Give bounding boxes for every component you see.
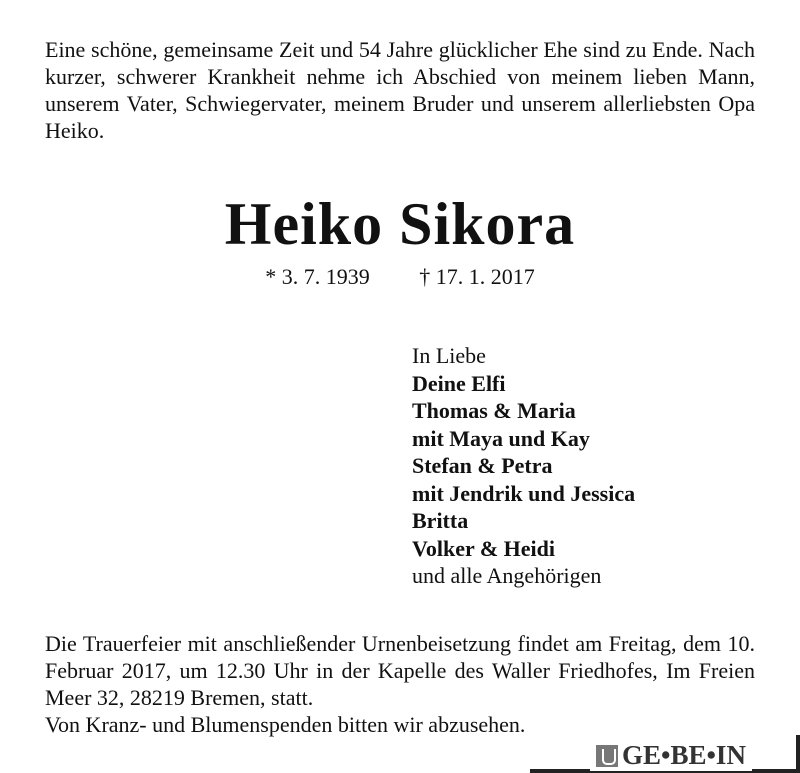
family-member: Volker & Heidi — [412, 535, 556, 561]
family-member: Thomas & Maria — [412, 398, 576, 423]
family-member: Stefan & Petra — [412, 453, 553, 478]
service-note: Von Kranz- und Blumenspenden bitten wir abzusehen. — [45, 712, 526, 737]
deceased-name: Heiko Sikora — [224, 191, 576, 257]
family-member: mit Jendrik und Jessica — [412, 480, 636, 506]
family-member: Britta — [412, 508, 469, 533]
family-member: mit Maya und Kay — [412, 425, 590, 451]
signature-opening: In Liebe — [412, 343, 486, 368]
signature-closing: und alle Angehörigen — [412, 563, 602, 588]
life-dates — [0, 264, 800, 290]
service-text: Die Trauerfeier mit anschließender Urnenbeisetzung findet am Freitag, dem 10. Februar 2017, um 12.30 Uhr in der Kapelle des Waller Friedhofes, Im Freien Meer 32, 28219 Bremen, statt. — [45, 631, 755, 710]
intro-text: Eine schöne, gemeinsame Zeit und 54 Jahre glücklicher Ehe sind zu Ende. Nach kurzer, schwerer Krankheit nehme ich Abschied von meinem lieben Mann, unserem Vater, Schwiegervater, meinem Bruder und unserem allerliebsten Opa Heiko. — [45, 37, 755, 143]
death-date: † 17. 1. 2017 — [419, 264, 535, 289]
logo-text: GE•BE•IN — [622, 740, 746, 770]
frame-line — [580, 769, 585, 773]
birth-date: * 3. 7. 1939 — [265, 264, 370, 289]
frame-line — [796, 735, 800, 773]
gebein-logo — [590, 740, 752, 771]
logo-icon — [596, 745, 618, 767]
service-info — [45, 630, 755, 738]
family-member: Deine Elfi — [412, 370, 506, 396]
family-signatures — [412, 342, 635, 590]
